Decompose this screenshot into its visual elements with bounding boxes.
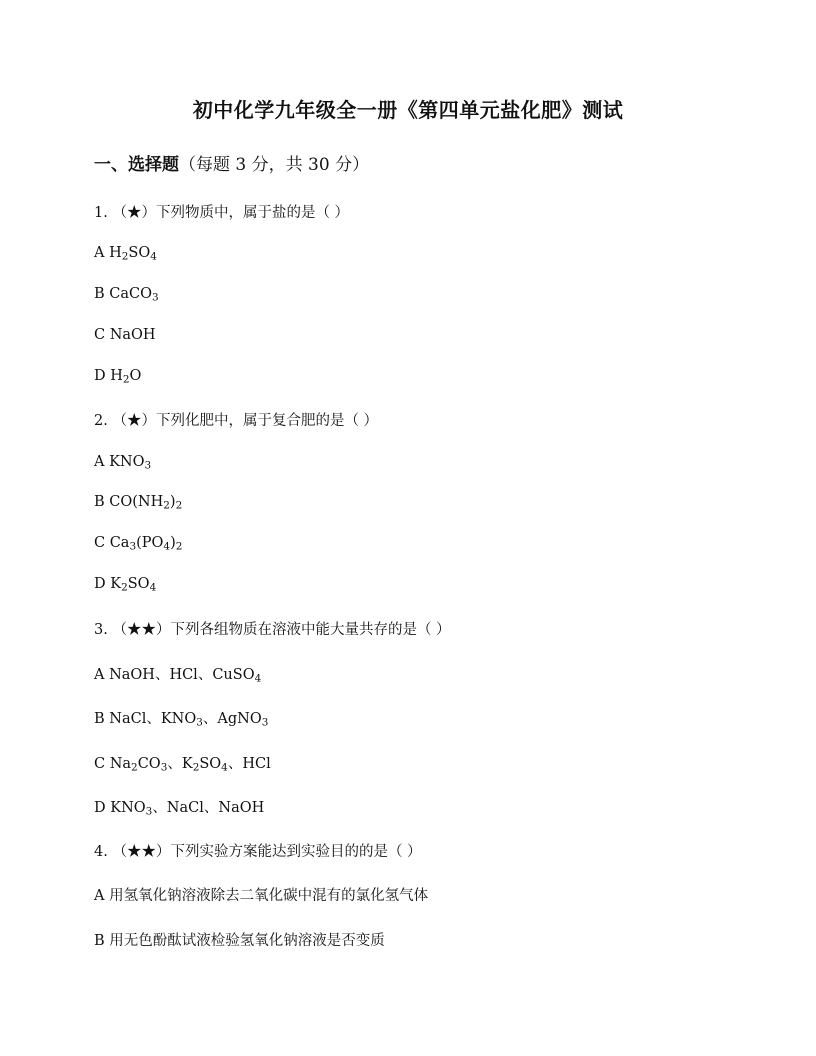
q3-option-c: C $Na_2CO_3$、$K_2SO_4$、HCl (94, 756, 271, 774)
page-title: 初中化学九年级全一册《第四单元盐化肥》测试 (192, 98, 624, 122)
section-note: （每题 3 分，共 30 分） (179, 155, 370, 175)
question-1-stem: 1. （★）下列物质中，属于盐的是（ ） (94, 205, 350, 221)
q2-option-c: C $Ca_3(PO_4)_2$ (94, 535, 183, 553)
q1-option-b: B CaCO$_3$ (94, 286, 159, 304)
section-heading (94, 150, 369, 175)
q4-option-b: B 用无色酚酞试液检验氢氧化钠溶液是否变质 (94, 933, 385, 949)
question-2-stem: 2. （★）下列化肥中，属于复合肥的是（ ） (94, 413, 379, 429)
q3-option-b: B NaCl、$KNO_3$、AgNO$_3$ (94, 711, 269, 729)
q1-option-d: D $H_2O$ (94, 368, 142, 386)
q2-option-b: B $CO(NH_2)_2$ (94, 494, 183, 512)
question-4-stem: 4. （★★）下列实验方案能达到实验目的的是（ ） (94, 844, 422, 860)
q1-option-c: C NaOH (94, 327, 156, 343)
q2-option-a: A $KNO_3$ (94, 454, 152, 472)
question-3-stem: 3. （★★）下列各组物质在溶液中能大量共存的是（ ） (94, 622, 451, 638)
section-label: 一、选择题 (94, 155, 179, 175)
q3-option-d: D $KNO_3$、NaCl、NaOH (94, 800, 265, 818)
q3-option-a: A NaOH、HCl、CuSO$_4$ (94, 667, 262, 685)
q2-option-d: D $K_2SO_4$ (94, 576, 157, 594)
q1-option-a: A $H_2SO_4$ (94, 245, 157, 263)
q4-option-a: A 用氢氧化钠溶液除去二氧化碳中混有的氯化氢气体 (94, 888, 429, 904)
